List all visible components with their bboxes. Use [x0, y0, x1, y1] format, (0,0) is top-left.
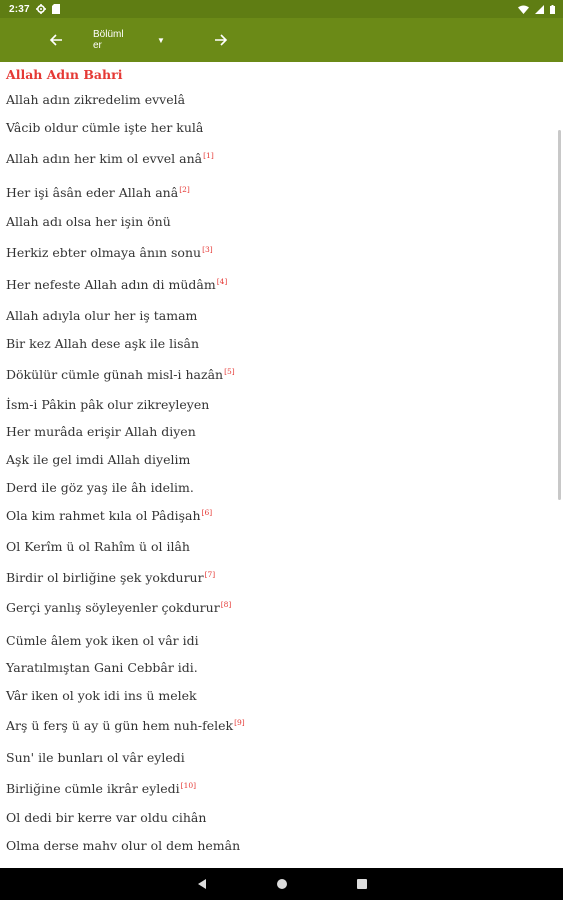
poem-line-text: Cümle âlem yok iken ol vâr idi: [6, 633, 199, 648]
footnote-link[interactable]: [7]: [204, 570, 216, 579]
poem-line: [6, 718, 245, 733]
poem-line: [6, 539, 190, 554]
forward-button[interactable]: [209, 28, 233, 52]
poem-line-text: Sun' ile bunları ol vâr eyledi: [6, 750, 185, 765]
poem-line: [6, 660, 198, 675]
poem-line: [6, 151, 214, 166]
footnote-link[interactable]: [10]: [180, 781, 197, 790]
poem-line: [6, 397, 209, 412]
poem-line-text: Her işi âsân eder Allah anâ: [6, 185, 179, 201]
poem-line: [6, 781, 196, 796]
poem-line: [6, 277, 227, 292]
poem-line: [6, 452, 190, 467]
wifi-icon: [518, 5, 529, 14]
signal-icon: [535, 5, 544, 14]
poem-line-text: Allah adı olsa her işin önü: [6, 214, 171, 229]
scrollbar[interactable]: [558, 130, 561, 500]
poem-line: [6, 508, 212, 523]
poem-line: [6, 570, 215, 585]
section-dropdown-label: Bölümler: [93, 29, 124, 51]
poem-line-text: Ola kim rahmet kıla ol Pâdişah: [6, 508, 201, 524]
poem-line-text: Olma derse mahv olur ol dem hemân: [6, 838, 241, 853]
poem-line-text: Yaratılmıştan Gani Cebbâr idi.: [6, 660, 198, 675]
poem-line: [6, 185, 190, 200]
poem-line: [6, 688, 197, 703]
poem-line: [6, 633, 199, 648]
poem-line-text: Gerçi yanlış söyleyenler çokdurur: [6, 600, 220, 616]
arrow-forward-icon: [214, 33, 228, 47]
poem-line: [6, 214, 171, 229]
footnote-link[interactable]: [3]: [202, 245, 213, 254]
poem-line: [6, 245, 213, 260]
arrow-back-icon: [49, 33, 63, 47]
app-bar: [0, 18, 563, 62]
poem-line-text: Vâcib oldur cümle işte her kulâ: [6, 120, 204, 135]
poem-line: [6, 600, 231, 615]
poem-line-text: Arş ü ferş ü ay ü gün hem nuh-felek: [6, 718, 234, 734]
poem-line: [6, 838, 240, 853]
sd-card-icon: [52, 4, 60, 14]
poem-line-text: Her murâda erişir Allah diyen: [6, 424, 196, 439]
poem-line-text: Birdir ol birliğine şek yokdurur: [6, 570, 204, 586]
battery-icon: [550, 5, 555, 14]
poem-line-text: Ol dedi bir kerre var oldu cihân: [6, 810, 207, 825]
poem-line-text: Bir kez Allah dese aşk ile lisân: [6, 336, 200, 351]
poem-line: [6, 480, 194, 495]
poem-line-text: Allah adın her kim ol evvel anâ: [6, 151, 203, 167]
dropdown-caret-icon: ▼: [157, 35, 165, 45]
footnote-link[interactable]: [5]: [224, 367, 235, 376]
footnote-link[interactable]: [6]: [201, 508, 213, 517]
poem-line: [6, 92, 185, 107]
footnote-link[interactable]: [8]: [220, 600, 232, 609]
poem-line-text: Her nefeste Allah adın di müdâm: [6, 277, 216, 293]
nav-home-button[interactable]: [275, 877, 289, 891]
nav-home-icon: [276, 878, 288, 890]
poem-line: [6, 336, 199, 351]
poem-line-text: Allah adın zikredelim evvelâ: [6, 92, 186, 107]
poem-line-text: Ol Kerîm ü ol Rahîm ü ol ilâh: [6, 539, 190, 554]
nav-recents-button[interactable]: [355, 877, 369, 891]
poem-line-text: İsm-i Pâkin pâk olur zikreyleyen: [6, 397, 210, 412]
poem-line-text: Vâr iken ol yok idi ins ü melek: [6, 688, 197, 703]
poem-line: [6, 424, 196, 439]
poem-line-text: Allah adıyla olur her iş tamam: [6, 308, 198, 323]
footnote-link[interactable]: [4]: [216, 277, 228, 286]
poem-content[interactable]: [0, 62, 563, 868]
back-button[interactable]: [44, 28, 68, 52]
poem-title: Allah Adın Bahri: [6, 67, 123, 82]
poem-line-text: Birliğine cümle ikrâr eyledi: [6, 781, 180, 797]
poem-line: [6, 750, 185, 765]
poem-line-text: Dökülür cümle günah misl-i hazân: [6, 367, 224, 383]
poem-line: [6, 367, 235, 382]
poem-line-text: Aşk ile gel imdi Allah diyelim: [6, 452, 191, 467]
nav-recents-icon: [356, 878, 368, 890]
navigation-bar: [0, 868, 563, 900]
section-dropdown[interactable]: [93, 27, 177, 53]
footnote-link[interactable]: [1]: [203, 151, 214, 160]
nav-back-icon: [196, 878, 208, 890]
status-bar: [0, 0, 563, 18]
poem-line-text: Derd ile göz yaş ile âh idelim.: [6, 480, 194, 495]
poem-line: [6, 308, 197, 323]
poem-line: [6, 120, 203, 135]
poem-line: [6, 810, 206, 825]
poem-line-text: Herkiz ebter olmaya ânın sonu: [6, 245, 202, 261]
footnote-link[interactable]: [2]: [179, 185, 190, 194]
nav-back-button[interactable]: [195, 877, 209, 891]
status-time: 2:37: [9, 3, 30, 15]
settings-icon: [36, 4, 46, 14]
footnote-link[interactable]: [9]: [234, 718, 245, 727]
